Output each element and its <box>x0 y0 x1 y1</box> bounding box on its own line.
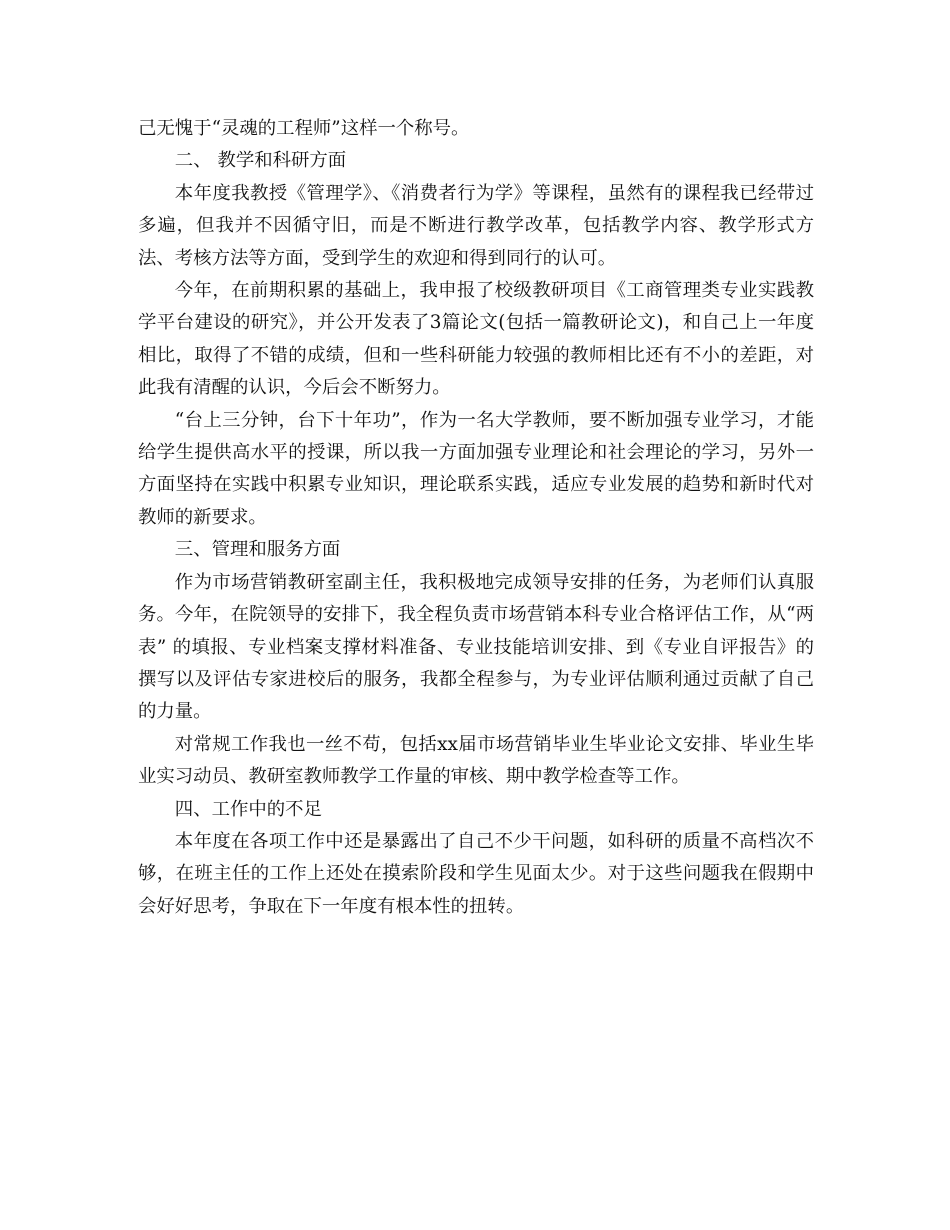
paragraph-courses: 本年度我教授《管理学》、《消费者行为学》等课程，虽然有的课程我已经带过多遍，但我并不因循守旧，而是不断进行教学改革，包括教学内容、教学形式方法、考核方法等方面，受到学生的欢迎和得到同行的认可。 <box>138 182 814 269</box>
document-body <box>138 113 814 923</box>
paragraph-closing-previous: 己无愧于“灵魂的工程师”这样一个称号。 <box>138 118 470 139</box>
paragraph-shortcomings: 本年度在各项工作中还是暴露出了自己不少干问题，如科研的质量不高档次不够，在班主任的工作上还处在摸索阶段和学生见面太少。对于这些问题我在假期中会好好思考，争取在下一年度有根本性的扭转。 <box>138 830 814 917</box>
paragraph-routine-work: 对常规工作我也一丝不苟，包括xx届市场营销毕业生毕业论文安排、毕业生毕业实习动员、教研室教师教学工作量的审核、期中教学检查等工作。 <box>138 733 814 788</box>
paragraph-research-project: 今年，在前期积累的基础上，我申报了校级教研项目《工商管理类专业实践教学平台建设的研究》，并公开发表了3篇论文(包括一篇教研论文)，和自己上一年度相比，取得了不错的成绩，但和一些科研能力较强的教师相比还有不小的差距，对此我有清醒的认识，今后会不断努力。 <box>138 280 814 399</box>
section-heading-management-service: 三、管理和服务方面 <box>174 539 341 561</box>
section-heading-teaching-research: 二、 教学和科研方面 <box>174 150 347 172</box>
paragraph-professional-study: “台上三分钟，台下十年功”，作为一名大学教师，要不断加强专业学习，才能给学生提供高水平的授课，所以我一方面加强专业理论和社会理论的学习，另外一方面坚持在实践中积累专业知识，理论联系实践，适应专业发展的趋势和新时代对教师的新要求。 <box>138 409 814 528</box>
paragraph-evaluation-work: 作为市场营销教研室副主任，我积极地完成领导安排的任务，为老师们认真服务。今年，在院领导的安排下，我全程负责市场营销本科专业合格评估工作，从“两表” 的填报、专业档案支撑材料准备、专业技能培训安排、到《专业自评报告》的撰写以及评估专家进校后的服务，我都全程参与，为专业评估顺利通过贡献了自己的力量。 <box>138 571 814 723</box>
section-heading-shortcomings: 四、工作中的不足 <box>174 798 322 820</box>
